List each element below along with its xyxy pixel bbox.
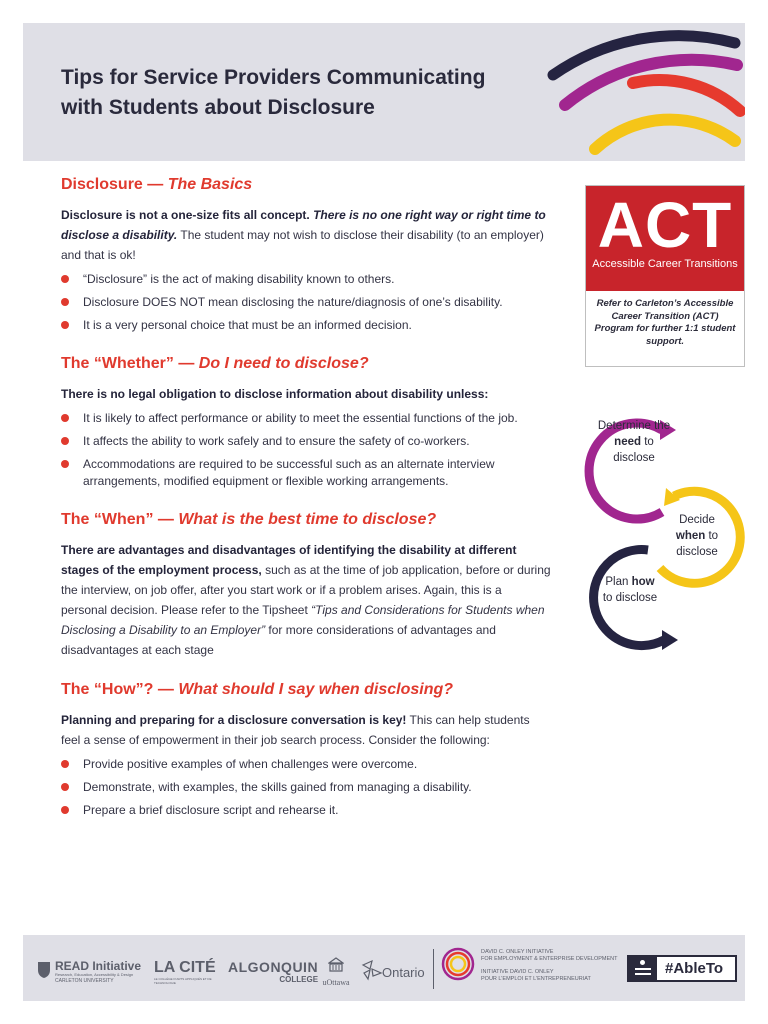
heading-text: The “Whether” — <box>61 355 199 372</box>
step-keyword: need <box>614 436 642 448</box>
tipsheet-title: “Tips and Considerations for Students when Disclosing a Disability to an Employer” <box>61 603 545 637</box>
list-item-text: Provide positive examples of when challenges were overcome. <box>83 757 418 771</box>
read-university: CARLETON UNIVERSITY <box>55 978 114 984</box>
bullet-dot-icon <box>61 414 69 422</box>
section-intro <box>61 384 551 404</box>
list-item <box>61 756 551 773</box>
section-intro <box>61 205 551 265</box>
heading-text: The “When” — <box>61 511 179 528</box>
section-heading <box>61 681 551 699</box>
trillium-icon <box>360 959 384 981</box>
ableto-badge <box>627 955 737 982</box>
la-cite-logo <box>154 959 216 985</box>
header-band <box>23 23 745 161</box>
la-cite-subtitle: LE COLLÈGE D’ARTS APPLIQUÉS ET DE TECHNOLOGIE <box>154 977 212 985</box>
shield-icon <box>37 961 51 979</box>
bullet-dot-icon <box>61 760 69 768</box>
ableto-label: #AbleTo <box>665 960 724 977</box>
step-keyword: when <box>675 530 706 542</box>
heading-text: The “How”? — <box>61 681 179 698</box>
list-item-text: It affects the ability to work safely and to ensure the safety of co-workers. <box>83 434 470 448</box>
heading-text: Disclosure — <box>61 176 168 193</box>
list-item-text: Disclosure DOES NOT mean disclosing the nature/diagnosis of one’s disability. <box>83 295 503 309</box>
section-whether <box>61 355 551 490</box>
algonquin-college-logo <box>228 959 318 984</box>
bullet-dot-icon <box>61 437 69 445</box>
heading-emphasis: What should I say when disclosing? <box>178 681 454 698</box>
section-how <box>61 681 551 819</box>
cycle-step-when <box>668 512 726 560</box>
list-item-text: Demonstrate, with examples, the skills gained from managing a disability. <box>83 780 472 794</box>
list-item <box>61 294 551 311</box>
step-text: to disclose <box>676 530 719 558</box>
uottawa-name: uOttawa <box>322 978 350 987</box>
ableto-mark-icon <box>629 957 657 980</box>
step-text: Plan <box>605 576 632 588</box>
list-item <box>61 317 551 334</box>
section-when <box>61 511 551 660</box>
list-item-text: Accommodations are required to be successful such as an alternate interview arrangements, modified equipment or flexible working arrangements. <box>83 457 495 488</box>
title-line-2: with Students about Disclosure <box>61 96 375 119</box>
heading-emphasis: Do I need to disclose? <box>198 355 369 372</box>
section-basics <box>61 176 551 334</box>
title-line-1: Tips for Service Providers Communicating <box>61 66 486 89</box>
list-item <box>61 802 551 819</box>
section-heading <box>61 176 551 194</box>
cycle-step-how <box>602 574 658 606</box>
bullet-list <box>61 410 551 490</box>
intro-end: for more considerations of advantages and disadvantages at each stage <box>61 623 496 657</box>
list-item <box>61 410 551 427</box>
act-subtitle: Accessible Career Transitions <box>592 258 738 270</box>
intro-bold: There are advantages and disadvantages of identifying the disability at different stages of the employment process, <box>61 543 517 577</box>
onley-en-line2: FOR EMPLOYMENT & ENTERPRISE DEVELOPMENT <box>481 956 618 962</box>
step-text: Determine the <box>597 420 671 432</box>
act-logo: ACT <box>597 189 733 261</box>
list-item <box>61 779 551 796</box>
disclosure-cycle-diagram <box>580 418 750 663</box>
intro-bold: Planning and preparing for a disclosure conversation is key! <box>61 713 407 727</box>
read-title: READ Initiative <box>55 959 142 973</box>
section-heading <box>61 511 551 529</box>
step-text: Decide <box>679 514 715 526</box>
list-item <box>61 271 551 288</box>
bullet-dot-icon <box>61 298 69 306</box>
list-item <box>61 456 551 490</box>
intro-bold: Disclosure is not a one-size fits all concept. <box>61 208 314 222</box>
section-intro <box>61 710 551 750</box>
intro-bold-italic: There is no one right way or right time to disclose a disability. <box>61 208 546 242</box>
building-icon <box>328 957 344 973</box>
bullet-dot-icon <box>61 321 69 329</box>
bullet-dot-icon <box>61 460 69 468</box>
bullet-list <box>61 756 551 819</box>
list-item-text: It is a very personal choice that must be an informed decision. <box>83 318 412 332</box>
bullet-dot-icon <box>61 783 69 791</box>
la-cite-name: LA CITÉ <box>154 959 216 976</box>
algonquin-name: ALGONQUIN <box>228 959 319 975</box>
step-keyword: how <box>631 576 655 588</box>
decorative-arcs <box>515 23 745 161</box>
footer-partner-logos <box>23 935 745 1001</box>
intro-text: The student may not wish to disclose their disability (to an employer) and that is ok! <box>61 228 544 262</box>
page-title <box>61 63 531 123</box>
concentric-circles-icon <box>441 947 475 981</box>
list-item-text: “Disclosure” is the act of making disability known to others. <box>83 272 395 286</box>
uottawa-logo <box>319 957 353 987</box>
act-program-box <box>585 185 745 367</box>
onley-fr-line2: POUR L’EMPLOI ET L’ENTREPRENEURIAT <box>481 976 591 982</box>
main-content <box>61 176 551 840</box>
intro-bold: There is no legal obligation to disclose information about disability unless: <box>61 387 489 401</box>
act-logo-panel <box>586 186 744 291</box>
read-subtitle: Research, Education, Accessibility & Design <box>55 972 134 977</box>
ontario-name: Ontario <box>382 965 425 980</box>
bullet-dot-icon <box>61 806 69 814</box>
step-text: to disclose <box>602 592 658 604</box>
heading-emphasis: The Basics <box>167 176 253 193</box>
list-item <box>61 433 551 450</box>
bullet-list <box>61 271 551 334</box>
section-heading <box>61 355 551 373</box>
intro-text: This can help students feel a sense of empowerment in their job search process. Consider the following: <box>61 713 530 747</box>
bullet-dot-icon <box>61 275 69 283</box>
step-text: to disclose <box>613 436 655 464</box>
heading-emphasis: What is the best time to disclose? <box>178 511 437 528</box>
onley-en-line1: DAVID C. ONLEY INITIATIVE <box>481 949 554 955</box>
intro-text: such as at the time of job application, before or during the interview, on job offer, after you start work or if a problem arises. Again, this is a personal decision. Please refer to the Tipsheet <box>61 563 551 617</box>
footer-divider <box>433 949 434 989</box>
onley-fr-line1: INITIATIVE DAVID C. ONLEY <box>481 969 554 975</box>
cycle-step-need <box>594 418 674 466</box>
list-item-text: Prepare a brief disclosure script and rehearse it. <box>83 803 339 817</box>
act-note: Refer to Carleton’s Accessible Career Transition (ACT) Program for further 1:1 student support. <box>594 298 736 347</box>
algonquin-college: COLLEGE <box>279 975 319 984</box>
list-item-text: It is likely to affect performance or ability to meet the essential functions of the job. <box>83 411 518 425</box>
section-intro <box>61 540 551 660</box>
